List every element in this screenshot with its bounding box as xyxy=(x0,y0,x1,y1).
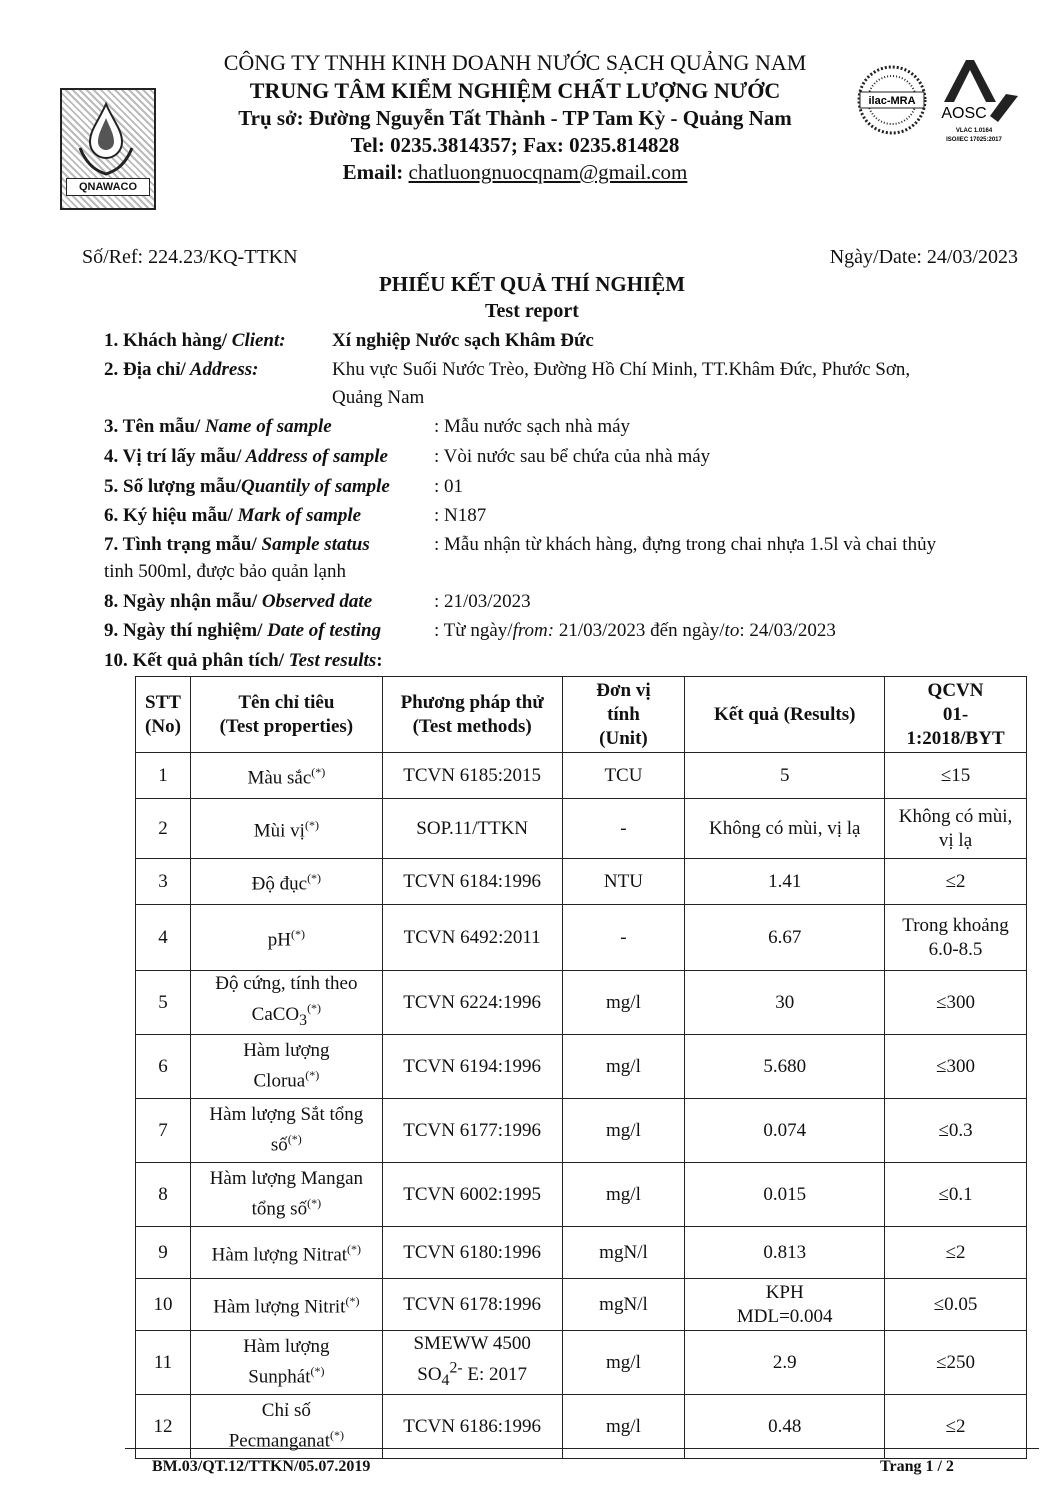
quantity-label: 5. Số lượng mẫu/Quantily of sample xyxy=(104,476,390,497)
aosc-sub1: VLAC 1.0164 xyxy=(955,128,993,134)
cell-unit: - xyxy=(562,799,685,859)
cell-no: 6 xyxy=(136,1035,191,1099)
cell-unit: mg/l xyxy=(562,1035,685,1099)
mark-label: 6. Ký hiệu mẫu/ Mark of sample xyxy=(104,505,362,526)
table-row xyxy=(136,1163,1027,1227)
cell-test-property: Màu sắc(*) xyxy=(190,753,382,799)
cell-test-property: Chỉ số Pecmanganat(*) xyxy=(190,1395,382,1459)
cell-unit: TCU xyxy=(562,753,685,799)
cell-test-method: TCVN 6002:1995 xyxy=(382,1163,562,1227)
ilac-text: ilac-MRA xyxy=(868,95,916,107)
sample-name-value: : Mẫu nước sạch nhà máy xyxy=(434,416,631,437)
col-qcvn: QCVN 01- 1:2018/BYT xyxy=(885,677,1027,753)
sample-address-label: 4. Vị trí lấy mẫu/ Address of sample xyxy=(104,446,388,467)
cell-test-property: Hàm lượng Sunphát(*) xyxy=(190,1331,382,1395)
cell-result: 1.41 xyxy=(685,859,885,905)
cell-test-method: TCVN 6185:2015 xyxy=(382,753,562,799)
report-subtitle: Test report xyxy=(485,300,579,322)
cell-result: 0.813 xyxy=(685,1227,885,1279)
cell-unit: mg/l xyxy=(562,1163,685,1227)
address-label: 2. Địa chỉ/ Address: xyxy=(104,359,259,380)
testing-date-value: : Từ ngày/from: 21/03/2023 đến ngày/to: 24/03/2023 xyxy=(434,620,836,641)
cell-result: 30 xyxy=(685,971,885,1035)
cell-unit: NTU xyxy=(562,859,685,905)
table-header-row xyxy=(136,677,1027,753)
cell-test-property: Độ cứng, tính theo CaCO$_3$(*) xyxy=(190,971,382,1035)
cell-test-method: TCVN 6224:1996 xyxy=(382,971,562,1035)
col-test-methods: Phương pháp thử (Test methods) xyxy=(382,677,562,753)
qnawaco-logo xyxy=(60,88,156,210)
results-label: 10. Kết quả phân tích/ Test results: xyxy=(104,650,383,671)
cell-result: 0.015 xyxy=(685,1163,885,1227)
cell-test-property: Mùi vị(*) xyxy=(190,799,382,859)
logo-text: QNAWACO xyxy=(66,178,150,196)
cell-test-method: TCVN 6492:2011 xyxy=(382,905,562,971)
table-row xyxy=(136,753,1027,799)
company-name: CÔNG TY TNHH KINH DOANH NƯỚC SẠCH QUẢNG NAM xyxy=(223,50,807,75)
cell-no: 10 xyxy=(136,1279,191,1331)
cell-result: 2.9 xyxy=(685,1331,885,1395)
form-code: BM.03/QT.12/TTKN/05.07.2019 xyxy=(152,1458,371,1475)
cell-test-property: Hàm lượng Sắt tổng số(*) xyxy=(190,1099,382,1163)
cell-qcvn-limit: ≤0.1 xyxy=(885,1163,1027,1227)
table-row xyxy=(136,859,1027,905)
reference-number: Số/Ref: 224.23/KQ-TTKN xyxy=(82,246,298,268)
cell-test-property: Độ đục(*) xyxy=(190,859,382,905)
cell-no: 4 xyxy=(136,905,191,971)
col-test-properties: Tên chỉ tiêu (Test properties) xyxy=(190,677,382,753)
results-table xyxy=(135,676,1027,1459)
cell-result: 5 xyxy=(685,753,885,799)
cell-qcvn-limit: ≤0.05 xyxy=(885,1279,1027,1331)
testing-date-label: 9. Ngày thí nghiệm/ Date of testing xyxy=(104,620,382,641)
aosc-logo-icon xyxy=(934,56,1024,148)
cell-qcvn-limit: Trong khoảng 6.0-8.5 xyxy=(885,905,1027,971)
table-row xyxy=(136,1099,1027,1163)
cell-qcvn-limit: ≤250 xyxy=(885,1331,1027,1395)
mark-value: : N187 xyxy=(434,505,487,526)
address-value-1: Khu vực Suối Nước Trèo, Đường Hồ Chí Minh, TT.Khâm Đức, Phước Sơn, xyxy=(332,359,911,380)
cell-test-property: pH(*) xyxy=(190,905,382,971)
status-label: 7. Tình trạng mẫu/ Sample status xyxy=(104,534,370,555)
aosc-text: AOSC xyxy=(941,105,987,122)
table-row xyxy=(136,905,1027,971)
cell-unit: mg/l xyxy=(562,1331,685,1395)
cell-no: 1 xyxy=(136,753,191,799)
observed-date-label: 8. Ngày nhận mẫu/ Observed date xyxy=(104,591,373,612)
cell-test-method: SMEWW 4500 $SO_4^{2-}$ E: 2017 xyxy=(382,1331,562,1395)
cell-unit: mg/l xyxy=(562,971,685,1035)
observed-date-value: : 21/03/2023 xyxy=(434,591,531,612)
cell-result: KPH MDL=0.004 xyxy=(685,1279,885,1331)
report-date: Ngày/Date: 24/03/2023 xyxy=(829,246,1018,268)
cell-qcvn-limit: ≤2 xyxy=(885,859,1027,905)
status-value-2: tinh 500ml, được bảo quản lạnh xyxy=(104,561,346,582)
center-name: TRUNG TÂM KIỂM NGHIỆM CHẤT LƯỢNG NƯỚC xyxy=(249,78,781,103)
sample-name-label: 3. Tên mẫu/ Name of sample xyxy=(104,416,332,437)
cell-no: 3 xyxy=(136,859,191,905)
cell-test-method: TCVN 6180:1996 xyxy=(382,1227,562,1279)
cell-no: 7 xyxy=(136,1099,191,1163)
cell-result: 5.680 xyxy=(685,1035,885,1099)
cell-qcvn-limit: ≤2 xyxy=(885,1395,1027,1459)
cell-result: 0.074 xyxy=(685,1099,885,1163)
cell-test-property: Hàm lượng Nitrat(*) xyxy=(190,1227,382,1279)
cell-test-method: TCVN 6186:1996 xyxy=(382,1395,562,1459)
cell-test-property: Hàm lượng Clorua(*) xyxy=(190,1035,382,1099)
cell-qcvn-limit: ≤2 xyxy=(885,1227,1027,1279)
col-stt: STT (No) xyxy=(136,677,191,753)
email-link[interactable]: chatluongnuocqnam@gmail.com xyxy=(408,160,688,184)
cell-no: 12 xyxy=(136,1395,191,1459)
table-row xyxy=(136,799,1027,859)
table-row xyxy=(136,971,1027,1035)
cell-unit: mg/l xyxy=(562,1099,685,1163)
status-value-1: : Mẫu nhận từ khách hàng, đựng trong chai nhựa 1.5l và chai thủy xyxy=(434,534,937,555)
client-label: 1. Khách hàng/ Client: xyxy=(104,330,286,351)
cell-qcvn-limit: Không có mùi, vị lạ xyxy=(885,799,1027,859)
col-unit: Đơn vị tính (Unit) xyxy=(562,677,685,753)
page-number: Trang 1 / 2 xyxy=(880,1458,954,1475)
email-label: Email: xyxy=(342,160,409,184)
cell-test-method: TCVN 6178:1996 xyxy=(382,1279,562,1331)
cell-no: 11 xyxy=(136,1331,191,1395)
cell-result: 6.67 xyxy=(685,905,885,971)
cell-test-method: TCVN 6177:1996 xyxy=(382,1099,562,1163)
cell-test-property: Hàm lượng Nitrit(*) xyxy=(190,1279,382,1331)
cell-no: 9 xyxy=(136,1227,191,1279)
tel-fax: Tel: 0235.3814357; Fax: 0235.814828 xyxy=(350,133,680,157)
head-office: Trụ sở: Đường Nguyễn Tất Thành - TP Tam Kỳ - Quảng Nam xyxy=(238,106,792,130)
cell-test-method: SOP.11/TTKN xyxy=(382,799,562,859)
table-row xyxy=(136,1279,1027,1331)
cell-qcvn-limit: ≤300 xyxy=(885,1035,1027,1099)
quantity-value: : 01 xyxy=(434,476,464,497)
cell-no: 5 xyxy=(136,971,191,1035)
cell-unit: mgN/l xyxy=(562,1227,685,1279)
cell-test-method: TCVN 6194:1996 xyxy=(382,1035,562,1099)
address-value-2: Quảng Nam xyxy=(332,387,425,408)
cell-test-method: TCVN 6184:1996 xyxy=(382,859,562,905)
cell-no: 2 xyxy=(136,799,191,859)
cell-test-property: Hàm lượng Mangan tổng số(*) xyxy=(190,1163,382,1227)
cell-qcvn-limit: ≤15 xyxy=(885,753,1027,799)
email-line xyxy=(170,160,860,185)
water-drop-icon xyxy=(76,98,136,178)
cell-qcvn-limit: ≤300 xyxy=(885,971,1027,1035)
footer-divider xyxy=(125,1448,1039,1449)
table-row xyxy=(136,1227,1027,1279)
table-row xyxy=(136,1035,1027,1099)
report-title: PHIẾU KẾT QUẢ THÍ NGHIỆM xyxy=(378,272,686,296)
cell-unit: mgN/l xyxy=(562,1279,685,1331)
cell-unit: mg/l xyxy=(562,1395,685,1459)
ilac-mra-logo-icon xyxy=(856,64,928,136)
table-row xyxy=(136,1331,1027,1395)
cell-no: 8 xyxy=(136,1163,191,1227)
cell-unit: - xyxy=(562,905,685,971)
client-value: Xí nghiệp Nước sạch Khâm Đức xyxy=(332,330,594,351)
sample-address-value: : Vòi nước sau bể chứa của nhà máy xyxy=(434,446,711,467)
aosc-sub2: ISO/IEC 17025:2017 xyxy=(946,137,1002,143)
cell-result: Không có mùi, vị lạ xyxy=(685,799,885,859)
cell-qcvn-limit: ≤0.3 xyxy=(885,1099,1027,1163)
cell-result: 0.48 xyxy=(685,1395,885,1459)
col-results: Kết quả (Results) xyxy=(685,677,885,753)
